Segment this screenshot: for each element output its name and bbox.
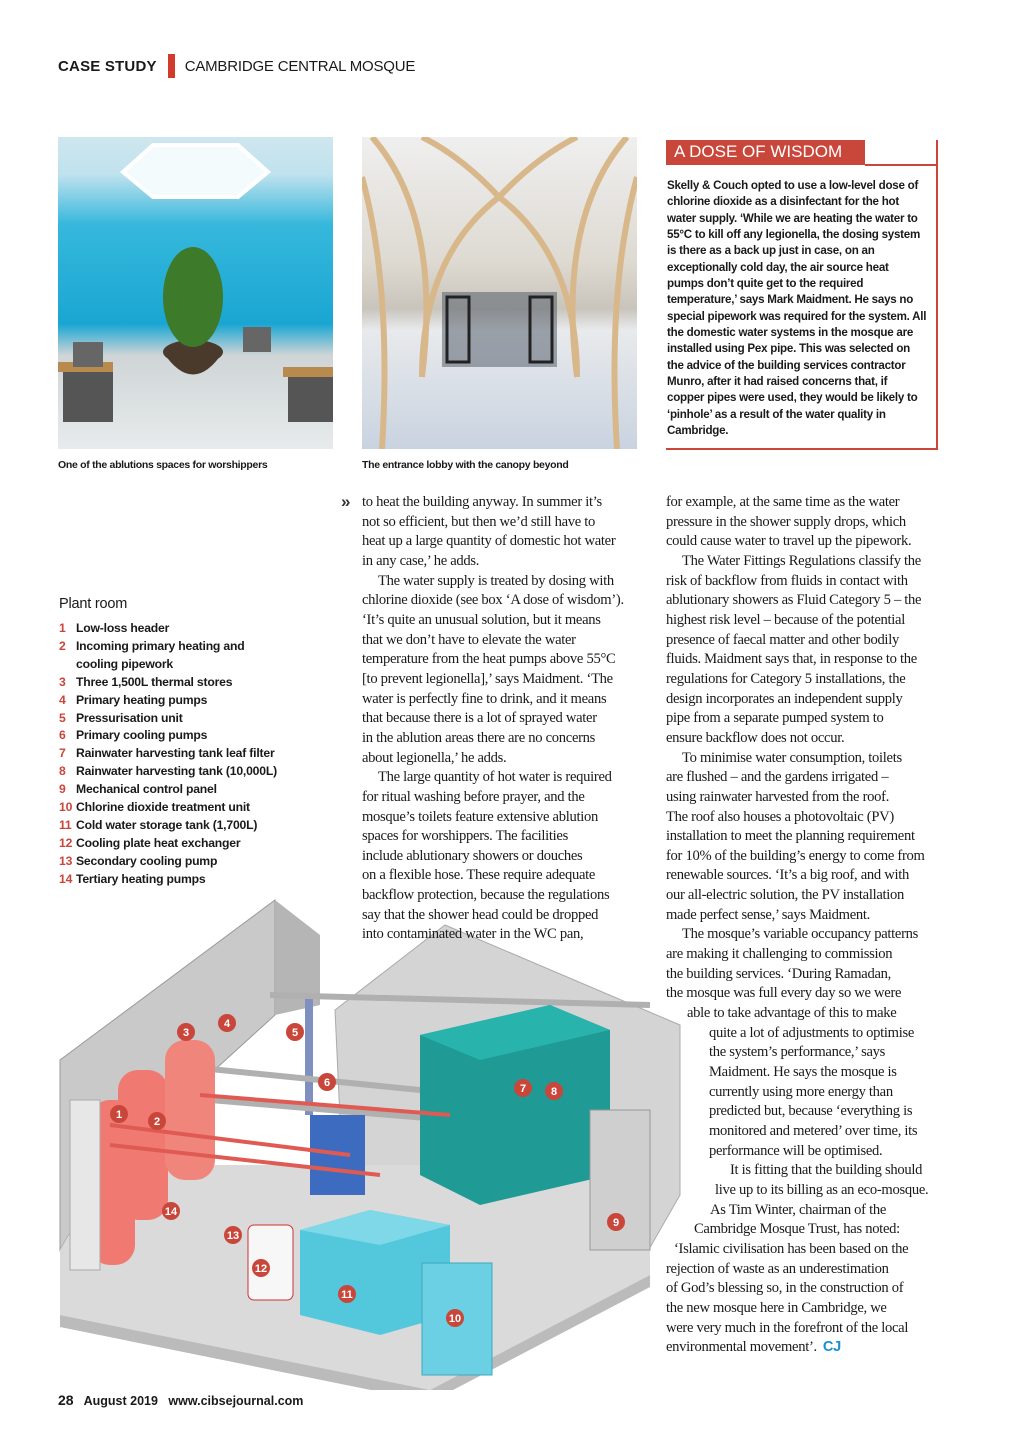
body-text-line: design incorporates an independent supply (666, 690, 903, 707)
body-text-line: presence of faecal matter and other bodily (666, 631, 899, 648)
body-text-line: pressure in the shower supply drops, which (666, 513, 906, 530)
item-number: 2 (59, 638, 66, 653)
body-text-line: ‘It’s quite an unusual solution, but it means (362, 611, 601, 628)
body-text-line: risk of backflow from fluids in contact with (666, 572, 908, 589)
sidebar-box-rule (865, 164, 936, 166)
body-text-line: our all-electric solution, the PV installation (666, 887, 905, 904)
body-text-line: for ritual washing before prayer, and the (362, 788, 585, 805)
diagram-badge-number: 1 (115, 1109, 123, 1121)
body-text-line: the mosque was full every day so we were (666, 985, 902, 1002)
plant-room-item (59, 835, 281, 853)
diagram-badge-number: 6 (323, 1077, 331, 1089)
item-label: Secondary cooling pump (76, 853, 218, 868)
item-label: Rainwater harvesting tank (10,000L) (76, 764, 277, 779)
body-text-line: fluids. Maidment says that, in response to the (666, 651, 917, 668)
body-text-line: [to prevent legionella],’ says Maidment. ‘The (362, 670, 613, 687)
diagram-badge-number: 9 (612, 1217, 620, 1229)
diagram-badge-number: 2 (153, 1116, 161, 1128)
body-text-line: the system’s performance,’ says (709, 1044, 886, 1061)
body-text-line: installation to meet the planning requirement (666, 828, 915, 845)
page-number: 28 (58, 1392, 74, 1408)
item-number: 12 (59, 835, 73, 850)
body-text-line: The large quantity of hot water is required (378, 769, 612, 786)
diagram-badge-number: 13 (226, 1230, 240, 1242)
body-text-line: Maidment. He says the mosque is (709, 1064, 897, 1081)
diagram-badge-number: 8 (550, 1086, 558, 1098)
sidebar-box (666, 140, 938, 450)
plant-room-item (59, 853, 281, 871)
body-text-line: are flushed – and the gardens irrigated – (666, 769, 889, 786)
plant-room-key (59, 596, 281, 889)
item-label: Chlorine dioxide treatment unit (76, 800, 250, 815)
cj-end-mark: CJ (822, 1339, 841, 1356)
continued-arrow-icon: » (341, 492, 351, 511)
item-label: Pressurisation unit (76, 710, 183, 725)
diagram-badge-number: 4 (223, 1018, 231, 1030)
item-label: Cooling plate heat exchanger (76, 835, 241, 850)
body-text-line: say that the shower head could be dropped (362, 906, 599, 923)
body-text-line: ablutionary showers as Fluid Category 5 – the (666, 592, 922, 609)
body-text-line: currently using more energy than (709, 1083, 893, 1100)
item-label: Rainwater harvesting tank leaf filter (76, 746, 275, 761)
diagram-badge-number: 10 (448, 1313, 462, 1325)
body-text-line: the building services. ‘During Ramadan, (666, 965, 891, 982)
body-column-3 (666, 493, 928, 1358)
body-text-line: ensure backflow does not occur. (666, 729, 845, 746)
item-number: 13 (59, 853, 73, 868)
body-text-line: predicted but, because ‘everything is (709, 1103, 913, 1120)
diagram-badge-number: 7 (519, 1083, 527, 1095)
body-text-line: for 10% of the building’s energy to come from (666, 847, 925, 864)
item-number: 10 (59, 800, 73, 815)
body-text-line: on a flexible hose. These require adequate (362, 867, 596, 884)
body-text-line: to heat the building anyway. In summer it’s (362, 494, 602, 510)
diagram-badge-number: 3 (182, 1027, 190, 1039)
plant-room-list (59, 620, 281, 889)
body-text-line: temperature from the heat pumps above 55°C (362, 651, 616, 668)
body-text-line: renewable sources. ‘It’s a big roof, and with (666, 867, 910, 884)
item-number: 4 (59, 692, 66, 707)
plant-room-item (59, 781, 281, 799)
ablutions-photo (58, 137, 333, 449)
body-text-line: chlorine dioxide (see box ‘A dose of wisdom’). (362, 592, 624, 609)
plant-room-item (59, 799, 281, 817)
body-text-line: The mosque’s variable occupancy patterns (682, 926, 919, 943)
body-text-line: of God’s blessing so, in the construction of (666, 1280, 904, 1297)
plant-room-item (59, 620, 281, 638)
body-text-line: live up to its billing as an eco-mosque. (715, 1181, 929, 1198)
running-header (58, 54, 415, 78)
photo-caption-lobby: The entrance lobby with the canopy beyond (362, 459, 569, 471)
plant-room-item (59, 674, 281, 692)
diagram-badge-number: 11 (341, 1289, 353, 1301)
item-number: 14 (59, 871, 73, 886)
item-number: 5 (59, 710, 66, 725)
body-text-line: environmental movement’. (666, 1339, 817, 1356)
photo-caption-ablutions: One of the ablutions spaces for worshippers (58, 459, 268, 471)
plant-room-item (59, 763, 281, 781)
body-text-line: made perfect sense,’ says Maidment. (666, 906, 871, 923)
plant-room-item (59, 745, 281, 763)
body-text-line: pipe from a separate pumped system to (666, 710, 884, 727)
body-text-line: that we don’t have to elevate the water (362, 631, 576, 648)
plant-room-item (59, 817, 281, 835)
body-text-line: regulations for Category 5 installations, the (666, 670, 906, 687)
body-text-line: for example, at the same time as the water (666, 494, 900, 510)
body-text-line: performance will be optimised. (709, 1142, 883, 1159)
item-label: Cold water storage tank (1,700L) (76, 817, 258, 832)
body-text-line: rejection of waste as an underestimation (666, 1260, 889, 1277)
body-text-line: using rainwater harvested from the roof. (666, 788, 890, 805)
body-text-line: are making it challenging to commission (666, 946, 893, 963)
diagram-badge-number: 5 (291, 1027, 299, 1039)
body-text-line: include ablutionary showers or douches (362, 847, 583, 864)
body-text-line: mosque’s toilets feature extensive ablution (362, 808, 598, 825)
body-text-line: As Tim Winter, chairman of the (710, 1201, 887, 1218)
sidebar-box-body: Skelly & Couch opted to use a low-level dose of chlorine dioxide as a disinfectant for the hot water supply. ‘While we are heating the water to 55°C to kill off any legionella, the dosing system is there as a back up just in case, on an exceptionally cold day, the air source heat pumps don’t quite get to the required temperature,’ says Mark Maidment. He says no special pipework was required for the system. All the domestic water systems in the mosque are installed using Pex pipe. This was selected on the advice of the building services contractor Munro, after it had raised concerns that, if copper pipes were used, they would be likely to ‘pinhole’ as a result of the water quality in Cambridge. (667, 179, 927, 438)
diagram-badge-number: 12 (254, 1263, 268, 1275)
body-text-line: spaces for worshippers. The facilities (362, 828, 568, 845)
body-text-line: The water supply is treated by dosing with (378, 572, 614, 589)
entrance-lobby-photo (362, 137, 637, 449)
body-column-2 (362, 493, 624, 945)
sidebar-box-title: A DOSE OF WISDOM (666, 140, 865, 165)
item-label: Incoming primary heating and cooling pipework (76, 638, 245, 671)
body-text-line: highest risk level – because of the potential (666, 611, 905, 628)
body-text-line: that because there is a lot of sprayed water (362, 710, 597, 727)
plant-room-item (59, 727, 281, 745)
website-url: www.cibsejournal.com (168, 1394, 304, 1408)
item-label: Mechanical control panel (76, 782, 217, 797)
header-divider (168, 54, 175, 78)
lobby-illustration (362, 137, 637, 449)
body-text-line: The roof also houses a photovoltaic (PV) (666, 808, 894, 825)
body-text-line: able to take advantage of this to make (687, 1005, 897, 1022)
body-text-line: in the ablution areas there are no concerns (362, 729, 596, 746)
diagram-badge-number: 14 (164, 1206, 178, 1218)
body-text-line: water is perfectly fine to drink, and it means (362, 690, 607, 707)
item-number: 7 (59, 746, 66, 761)
item-label: Tertiary heating pumps (76, 871, 206, 886)
ablutions-illustration (58, 137, 333, 449)
issue-date: August 2019 (83, 1394, 158, 1408)
body-text-line: into contaminated water in the WC pan, (362, 926, 584, 943)
body-text-line: backflow protection, because the regulations (362, 887, 610, 904)
article-title: CAMBRIDGE CENTRAL MOSQUE (184, 57, 416, 75)
body-text-line: The Water Fittings Regulations classify the (682, 552, 921, 569)
plant-room-title: Plant room (59, 596, 128, 612)
plant-room-item (59, 638, 281, 674)
item-label: Primary cooling pumps (76, 728, 208, 743)
body-text-line: quite a lot of adjustments to optimise (709, 1024, 915, 1041)
body-text-line: about legionella,’ he adds. (362, 749, 507, 766)
plant-room-diagram (50, 895, 700, 1390)
item-label: Three 1,500L thermal stores (76, 674, 233, 689)
plant-room-item (59, 871, 281, 889)
plant-room-item (59, 692, 281, 710)
body-text-line: heat up a large quantity of domestic hot water (362, 533, 616, 550)
body-text-line: monitored and metered’ over time, its (709, 1123, 918, 1139)
body-text-line: Cambridge Mosque Trust, has noted: (694, 1221, 900, 1238)
body-text-line: were very much in the forefront of the local (666, 1319, 909, 1336)
body-text-line: in any case,’ he adds. (362, 552, 480, 569)
item-number: 3 (59, 674, 66, 689)
item-number: 1 (59, 621, 66, 635)
item-number: 8 (59, 764, 66, 779)
item-label: Primary heating pumps (76, 692, 208, 707)
body-text-line: not so efficient, but then we’d still have to (362, 513, 596, 530)
body-text-line: To minimise water consumption, toilets (682, 749, 902, 766)
body-text-line: ‘Islamic civilisation has been based on the (674, 1240, 909, 1257)
item-number: 11 (59, 817, 72, 832)
body-text-line: It is fitting that the building should (730, 1162, 923, 1179)
item-number: 9 (59, 782, 66, 797)
body-text-line: could cause water to travel up the pipework. (666, 533, 912, 550)
body-text-line: the new mosque here in Cambridge, we (666, 1299, 887, 1316)
item-label: Low-loss header (76, 621, 170, 635)
item-number: 6 (59, 728, 66, 743)
page-footer (58, 1392, 310, 1408)
section-label: CASE STUDY (58, 57, 157, 75)
plant-room-item (59, 710, 281, 728)
